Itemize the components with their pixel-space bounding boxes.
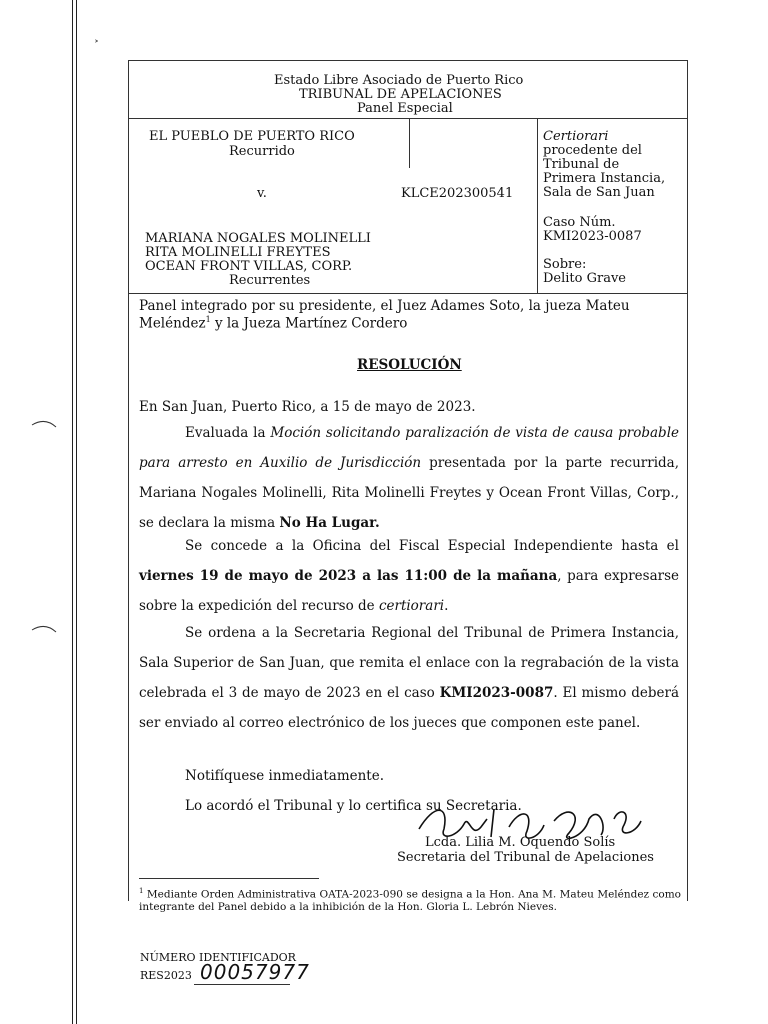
caption-divider bbox=[409, 118, 410, 168]
identifier-prefix: RES2023 bbox=[140, 969, 192, 982]
plaintiff-name: EL PUEBLO DE PUERTO RICO bbox=[149, 129, 355, 144]
signature-title: Secretaria del Tribunal de Apelaciones bbox=[397, 850, 654, 865]
sobre-value: Delito Grave bbox=[543, 271, 627, 286]
document-page bbox=[128, 60, 688, 913]
certiorari-label: Certiorari bbox=[543, 129, 609, 144]
scan-mark: ˃ bbox=[94, 40, 99, 51]
header-line-2: TRIBUNAL DE APELACIONES bbox=[299, 87, 502, 102]
caption-divider bbox=[537, 118, 538, 293]
hole-punch-mark bbox=[30, 415, 60, 435]
defendant-role: Recurrentes bbox=[229, 273, 311, 288]
sobre-label: Sobre: bbox=[543, 257, 587, 272]
paragraph-3: Se ordena a la Secretaria Regional del Tribunal de Primera Instancia, Sala Superior de San Juan, que remita el enlace con la regrabación de la vista celebrada el 3 de mayo de 2023 en el caso KMI2023-0087. El mismo deberá ser enviado al correo electrónico de los jueces que componen este panel. bbox=[139, 625, 680, 731]
footnote-mark: 1 bbox=[139, 887, 144, 895]
identifier-underline bbox=[194, 984, 290, 985]
footnote-ref: 1 bbox=[205, 315, 211, 324]
paragraph-2: Se concede a la Oficina del Fiscal Especial Independiente hasta el viernes 19 de mayo de 2023 a las 11:00 de la mañana, para expresarse sobre la expedición del recurso de certiorari. bbox=[139, 538, 679, 614]
case-number: KLCE202300541 bbox=[401, 186, 514, 201]
defendant-1: MARIANA NOGALES MOLINELLI bbox=[145, 231, 371, 246]
scan-margin-line bbox=[76, 0, 77, 1024]
document-title: RESOLUCIÓN bbox=[357, 357, 462, 373]
hole-punch-mark bbox=[30, 620, 60, 640]
date-line: En San Juan, Puerto Rico, a 15 de mayo de 2023. bbox=[139, 399, 476, 415]
scan-margin-line bbox=[72, 0, 73, 1024]
paragraph-5: Lo acordó el Tribunal y lo certifica su Secretaria. bbox=[185, 798, 522, 814]
caption-bottom-rule bbox=[129, 293, 687, 294]
procedente-line: procedente del bbox=[543, 143, 642, 158]
footnote: $^1$ Mediante Orden Administrativa OATA-2023-090 se designa a la Hon. Ana M. Mateu Meléndez como integrante del Panel debido a la inhibición de la Hon. Gloria L. Lebrón Nieves. bbox=[139, 887, 682, 913]
header-line-1: Estado Libre Asociado de Puerto Rico bbox=[274, 73, 524, 88]
caso-label: Caso Núm. bbox=[543, 215, 616, 230]
procedente-line: Tribunal de bbox=[543, 157, 620, 172]
procedente-line: Sala de San Juan bbox=[543, 185, 655, 200]
versus: v. bbox=[257, 186, 267, 201]
defendant-2: RITA MOLINELLI FREYTES bbox=[145, 245, 331, 260]
plaintiff-role: Recurrido bbox=[229, 144, 295, 159]
identifier-label: NÚMERO IDENTIFICADOR bbox=[140, 951, 296, 964]
caso-number: KMI2023-0087 bbox=[543, 229, 642, 244]
signature-name: Lcda. Lilia M. Oquendo Solís bbox=[425, 835, 616, 850]
panel-line-2: Meléndez$^1$ y la Jueza Martínez Cordero bbox=[139, 315, 408, 332]
paragraph-1: Evaluada la Moción solicitando paralización de vista de causa probable para arresto en Auxilio de Jurisdicción presentada por la parte recurrida, Mariana Nogales Molinelli, Rita Molinelli Freytes y Ocean Front Villas, Corp., se declara la misma No Ha Lugar. bbox=[139, 425, 679, 531]
defendant-3: OCEAN FRONT VILLAS, CORP. bbox=[145, 259, 353, 274]
caption-top-rule bbox=[129, 118, 687, 119]
identifier-handwritten: 00057977 bbox=[200, 960, 310, 984]
panel-line-1: Panel integrado por su presidente, el Juez Adames Soto, la jueza Mateu bbox=[139, 298, 630, 314]
header-line-3: Panel Especial bbox=[357, 101, 453, 116]
footnote-rule bbox=[139, 878, 319, 879]
paragraph-4: Notifíquese inmediatamente. bbox=[185, 768, 385, 784]
procedente-line: Primera Instancia, bbox=[543, 171, 666, 186]
